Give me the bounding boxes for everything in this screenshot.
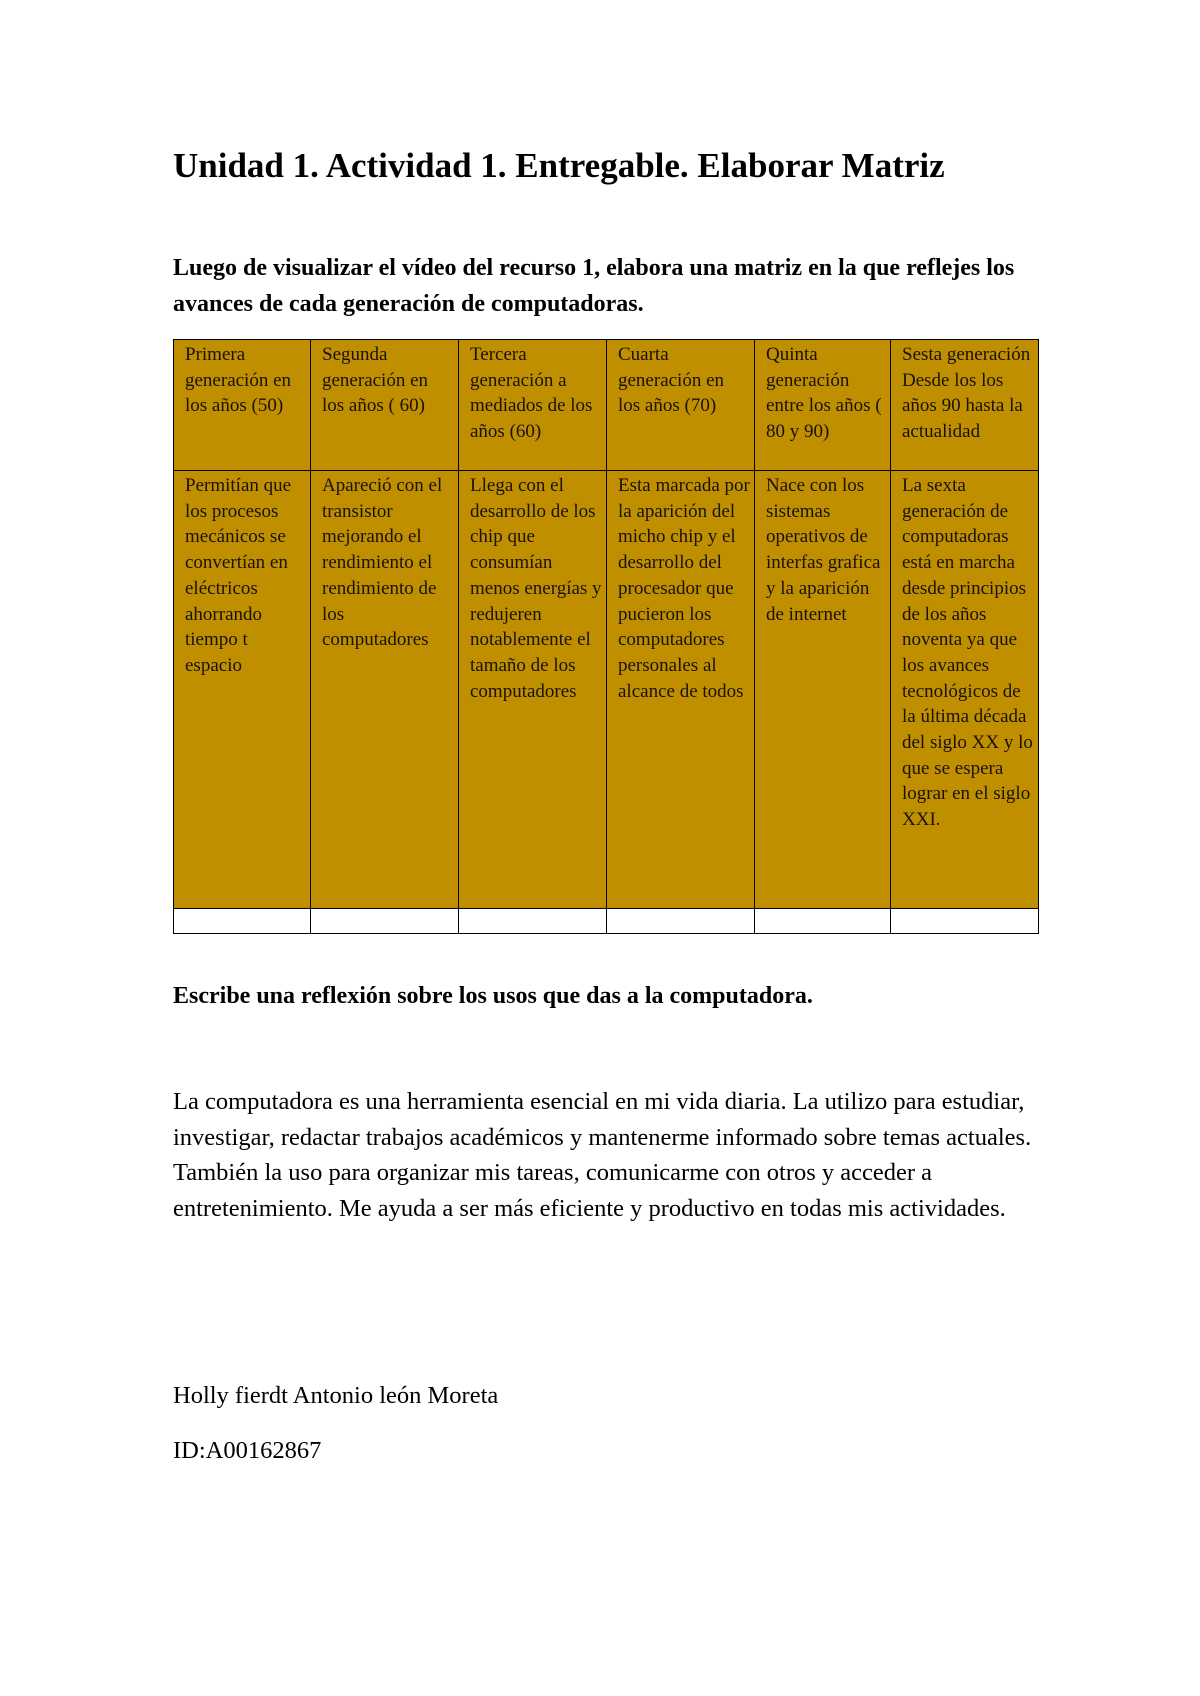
header-cell-fifth-generation: Quinta generación entre los años ( 80 y 90) xyxy=(755,340,891,471)
reflection-paragraph: La computadora es una herramienta esencial en mi vida diaria. La utilizo para estudiar, investigar, redactar trabajos académicos y mantenerme informado sobre temas actuales. También la uso para organizar mis tareas, comunicarme con otros y acceder a entretenimiento. Me ayuda a ser más eficiente y productivo en todas mis actividades. xyxy=(173,1088,1032,1222)
matrix-header-row xyxy=(174,340,1039,471)
empty-cell xyxy=(459,909,607,934)
author-name: Holly fierdt Antonio león Moreta xyxy=(173,1382,499,1409)
description-cell-fifth-generation: Nace con los sistemas operativos de interfas grafica y la aparición de internet xyxy=(755,471,891,909)
empty-cell xyxy=(607,909,755,934)
empty-cell xyxy=(755,909,891,934)
page-title: Unidad 1. Actividad 1. Entregable. Elaborar Matriz xyxy=(173,146,945,185)
matrix-empty-row xyxy=(174,909,1039,934)
header-cell-third-generation: Tercera generación a mediados de los años (60) xyxy=(459,340,607,471)
description-cell-first-generation: Permitían que los procesos mecánicos se convertían en eléctricos ahorrando tiempo t espacio xyxy=(174,471,311,909)
student-id: ID:A00162867 xyxy=(173,1437,322,1464)
description-cell-third-generation: Llega con el desarrollo de los chip que consumían menos energías y redujeren notablemente el tamaño de los computadores xyxy=(459,471,607,909)
header-cell-second-generation: Segunda generación en los años ( 60) xyxy=(311,340,459,471)
header-cell-sixth-generation: Sesta generación Desde los los años 90 hasta la actualidad xyxy=(891,340,1039,471)
matrix-description-row xyxy=(174,471,1039,909)
header-cell-fourth-generation: Cuarta generación en los años (70) xyxy=(607,340,755,471)
generations-matrix xyxy=(173,339,1039,934)
instructions-text: Luego de visualizar el vídeo del recurso 1, elabora una matriz en la que reflejes los avances de cada generación de computadoras. xyxy=(173,255,1015,317)
empty-cell xyxy=(311,909,459,934)
description-cell-fourth-generation: Esta marcada por la aparición del micho chip y el desarrollo del procesador que pucieron los computadores personales al alcance de todos xyxy=(607,471,755,909)
empty-cell xyxy=(174,909,311,934)
empty-cell xyxy=(891,909,1039,934)
reflection-prompt: Escribe una reflexión sobre los usos que das a la computadora. xyxy=(173,983,813,1009)
description-cell-second-generation: Apareció con el transistor mejorando el rendimiento el rendimiento de los computadores xyxy=(311,471,459,909)
description-cell-sixth-generation: La sexta generación de computadoras está en marcha desde principios de los años noventa ya que los avances tecnológicos de la última década del siglo XX y lo que se espera lograr en el siglo XXI. xyxy=(891,471,1039,909)
header-cell-first-generation: Primera generación en los años (50) xyxy=(174,340,311,471)
